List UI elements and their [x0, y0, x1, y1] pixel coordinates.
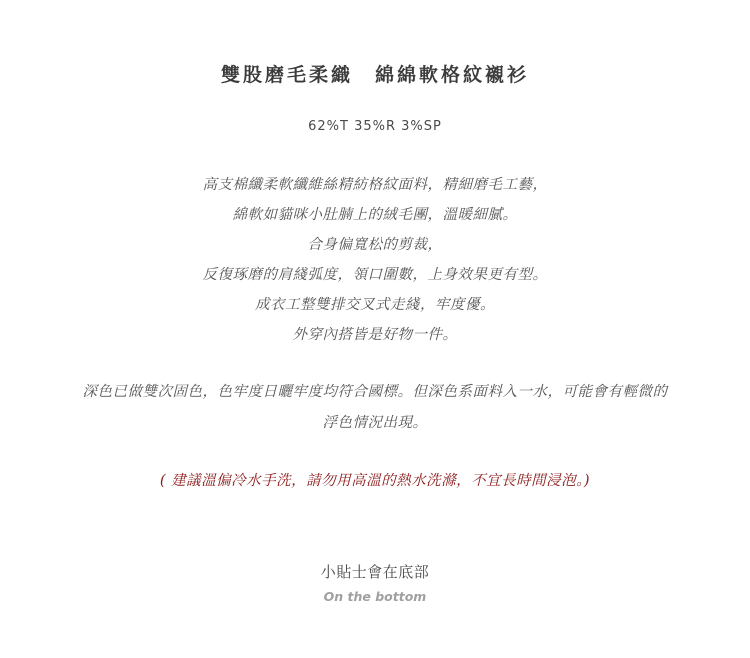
- description-line: 合身偏寬松的剪裁，: [307, 237, 443, 253]
- description-line: 綿軟如貓咪小肚腩上的絨毛團，溫暖細膩。: [232, 207, 518, 223]
- product-title: 雙股磨毛柔織 綿綿軟格紋襯衫: [220, 64, 529, 86]
- description-line: 高支棉纖柔軟纖維絲精紡格紋面料，精細磨毛工藝，: [202, 177, 548, 193]
- color-note-line: 深色已做雙次固色，色牢度日曬牢度均符合國標。但深色系面料入一水，可能會有輕微的: [82, 384, 668, 400]
- tips-heading: 小貼士會在底部: [320, 563, 430, 581]
- description-line: 外穿內搭皆是好物一件。: [292, 327, 458, 343]
- description-line: 成衣工整雙排交叉式走綫，牢度優。: [255, 297, 495, 313]
- fabric-composition: 62%T 35%R 3%SP: [308, 119, 442, 134]
- color-note-line: 浮色情況出現。: [322, 415, 428, 431]
- wash-instruction-note: ( 建議溫偏冷水手洗，請勿用高溫的熱水洗滌，不宜長時間浸泡。): [159, 473, 591, 489]
- color-fastness-note: [0, 377, 750, 439]
- tips-subheading: On the bottom: [323, 589, 427, 604]
- product-description: [0, 170, 750, 350]
- description-line: 反復琢磨的肩綫弧度，領口圍數，上身效果更有型。: [202, 267, 548, 283]
